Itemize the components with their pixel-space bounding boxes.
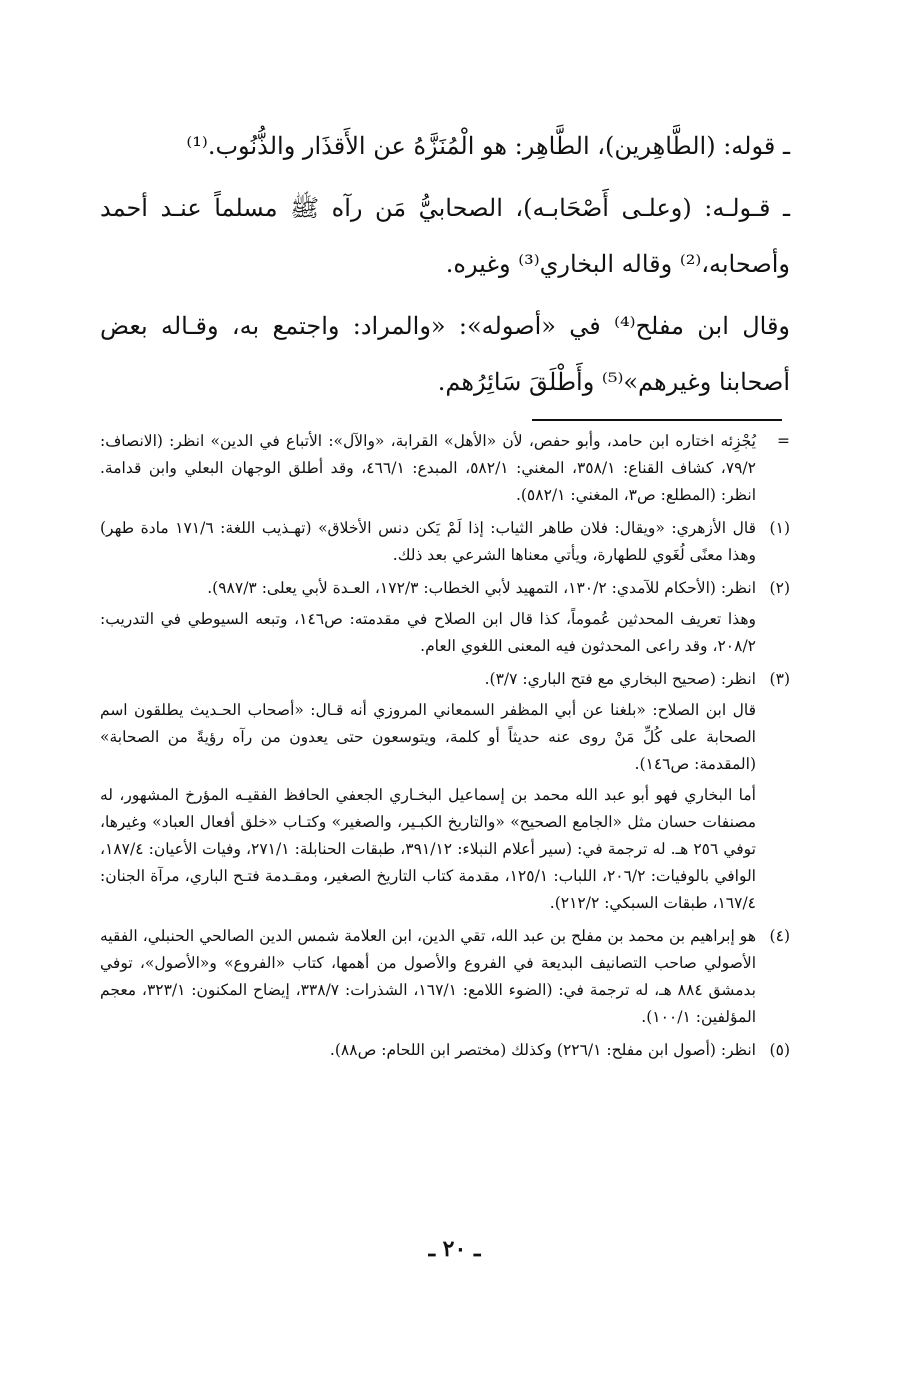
footnote-4 xyxy=(100,923,790,1035)
footnote-body xyxy=(100,575,756,664)
footnotes xyxy=(100,428,790,1070)
footnote-marker: (١) xyxy=(769,519,790,537)
footnote-marker: (٢) xyxy=(769,579,790,597)
footnote-text: انظر: (صحيح البخاري مع فتح الباري: ٣/٧). xyxy=(484,670,756,688)
footnote-continuation xyxy=(100,428,790,513)
footnote-3 xyxy=(100,666,790,921)
footnote-body xyxy=(100,923,756,1035)
footnote-marker: (٣) xyxy=(769,670,790,688)
footnote-separator xyxy=(532,419,782,421)
footnote-marker: (٥) xyxy=(769,1041,790,1059)
footnote-text: انظر: (أصول ابن مفلح: ٢٢٦/١) وكذلك (مختصر ابن اللحام: ص٨٨). xyxy=(329,1041,756,1059)
footnote-text: انظر: (الأحكام للآمدي: ١٣٠/٢، التمهيد لأبي الخطاب: ١٧٢/٣، العـدة لأبي يعلى: ٩٨٧/٣). xyxy=(207,579,756,597)
footnote-5 xyxy=(100,1037,790,1068)
footnote-marker: (٤) xyxy=(769,927,790,945)
footnote-2 xyxy=(100,575,790,664)
main-paragraph: ـ قوله: (الطَّاهِرين)، الطَّاهِر: هو الْمُنَزَّهُ عن الأَقذَار والذُّنُوب.⁽¹⁾ xyxy=(186,132,790,160)
main-paragraph: وقال ابن مفلح⁽⁴⁾ في «أصوله»: «والمراد: واجتمع به، وقـاله بعض أصحابنا وغيرهم»⁽⁵⁾ وأَطْلَقَ سَائِرُهم. xyxy=(100,312,791,396)
footnote-body xyxy=(100,428,756,513)
footnote-text: وهذا تعريف المحدثين عُموماً، كذا قال ابن الصلاح في مقدمته: ص١٤٦، وتبعه السيوطي في التدريب: ٢٠٨/٢، وقد راعى المحدثون فيه المعنى اللغوي العام. xyxy=(100,610,756,655)
footnote-text: يُجْزِئه اختاره ابن حامد، وأبو حفص، لأن «الأهل» القرابة، «والآل»: الأتباع في الدين» انظر: (الانصاف: ٧٩/٢، كشاف القناع: ٣٥٨/١، المغني: ٥٨٢/١، المبدع: ٤٦٦/١، وقد أطلق الوجهان البعلي وابن قدامة. انظر: (المطلع: ص٣، المغني: ٥٨٢/١). xyxy=(100,432,756,504)
footnote-body xyxy=(100,515,756,573)
footnote-marker: = xyxy=(777,432,790,450)
footnote-1 xyxy=(100,515,790,573)
footnote-text: هو إبراهيم بن محمد بن مفلح بن عبد الله، تقي الدين، ابن العلامة شمس الدين الصالحي الحنبلي، الفقيه الأصولي صاحب التصانيف البديعة في الفروع والأصول من أهمها، كتاب «الفروع» و«الأصول»، توفي بدمشق ٨٨٤ هـ، له ترجمة في: (الضوء اللامع: ١٦٧/١، الشذرات: ٣٣٨/٧، إيضاح المكنون: ٣٢٣/١، معجم المؤلفين: ١٠٠/١). xyxy=(100,927,756,1026)
main-text xyxy=(100,118,790,416)
footnote-text: قال ابن الصلاح: «بلغنا عن أبي المظفر السمعاني المروزي أنه قـال: «أصحاب الحـديث يطلقون اسم الصحابة على كُلِّ مَنْ روى عنه حديثاً أو كلمة، ويتوسعون حتى يعدون من رآه رؤيةً من الصحابة» (المقدمة: ص١٤٦). xyxy=(100,701,756,773)
page-number: ـ ٢٠ ـ xyxy=(428,1236,481,1262)
main-paragraph: ـ قـولـه: (وعلـى أَصْحَابـه)، الصحابيُّ مَن رآه ﷺ مسلماً عنـد أحمد وأصحابه،⁽²⁾ وقاله البخاري⁽³⁾ وغيره. xyxy=(100,194,790,278)
footnote-text: أما البخاري فهو أبو عبد الله محمد بن إسماعيل البخـاري الجعفي الحافظ الفقيـه المؤرخ المشهور، له مصنفات حسان مثل «الجامع الصحيح» «والتاريخ الكبـير، والصغير» وكتـاب «خلق أفعال العباد» وغيرها، توفي ٢٥٦ هـ. له ترجمة في: (سير أعلام النبلاء: ٣٩١/١٢، طبقات الحنابلة: ٢٧١/١، وفيات الأعيان: ١٨٧/٤، الوافي بالوفيات: ٢٠٦/٢، اللباب: ١٢٥/١، مقدمة كتاب التاريخ الصغير، ومقـدمة فتـح الباري، مرآة الجنان: ١٦٧/٤، طبقات السبكي: ٢١٢/٢). xyxy=(100,786,756,912)
footnote-body xyxy=(100,666,756,921)
footnote-text: قال الأزهري: «ويقال: فلان طاهر الثياب: إذا لَمْ يَكن دنس الأخلاق» (تهـذيب اللغة: ١٧١/٦ مادة طهر) وهذا معنًى لُغَوي للطهارة، ويأتي معناها الشرعي بعد ذلك. xyxy=(100,519,756,564)
footnote-body xyxy=(100,1037,756,1068)
